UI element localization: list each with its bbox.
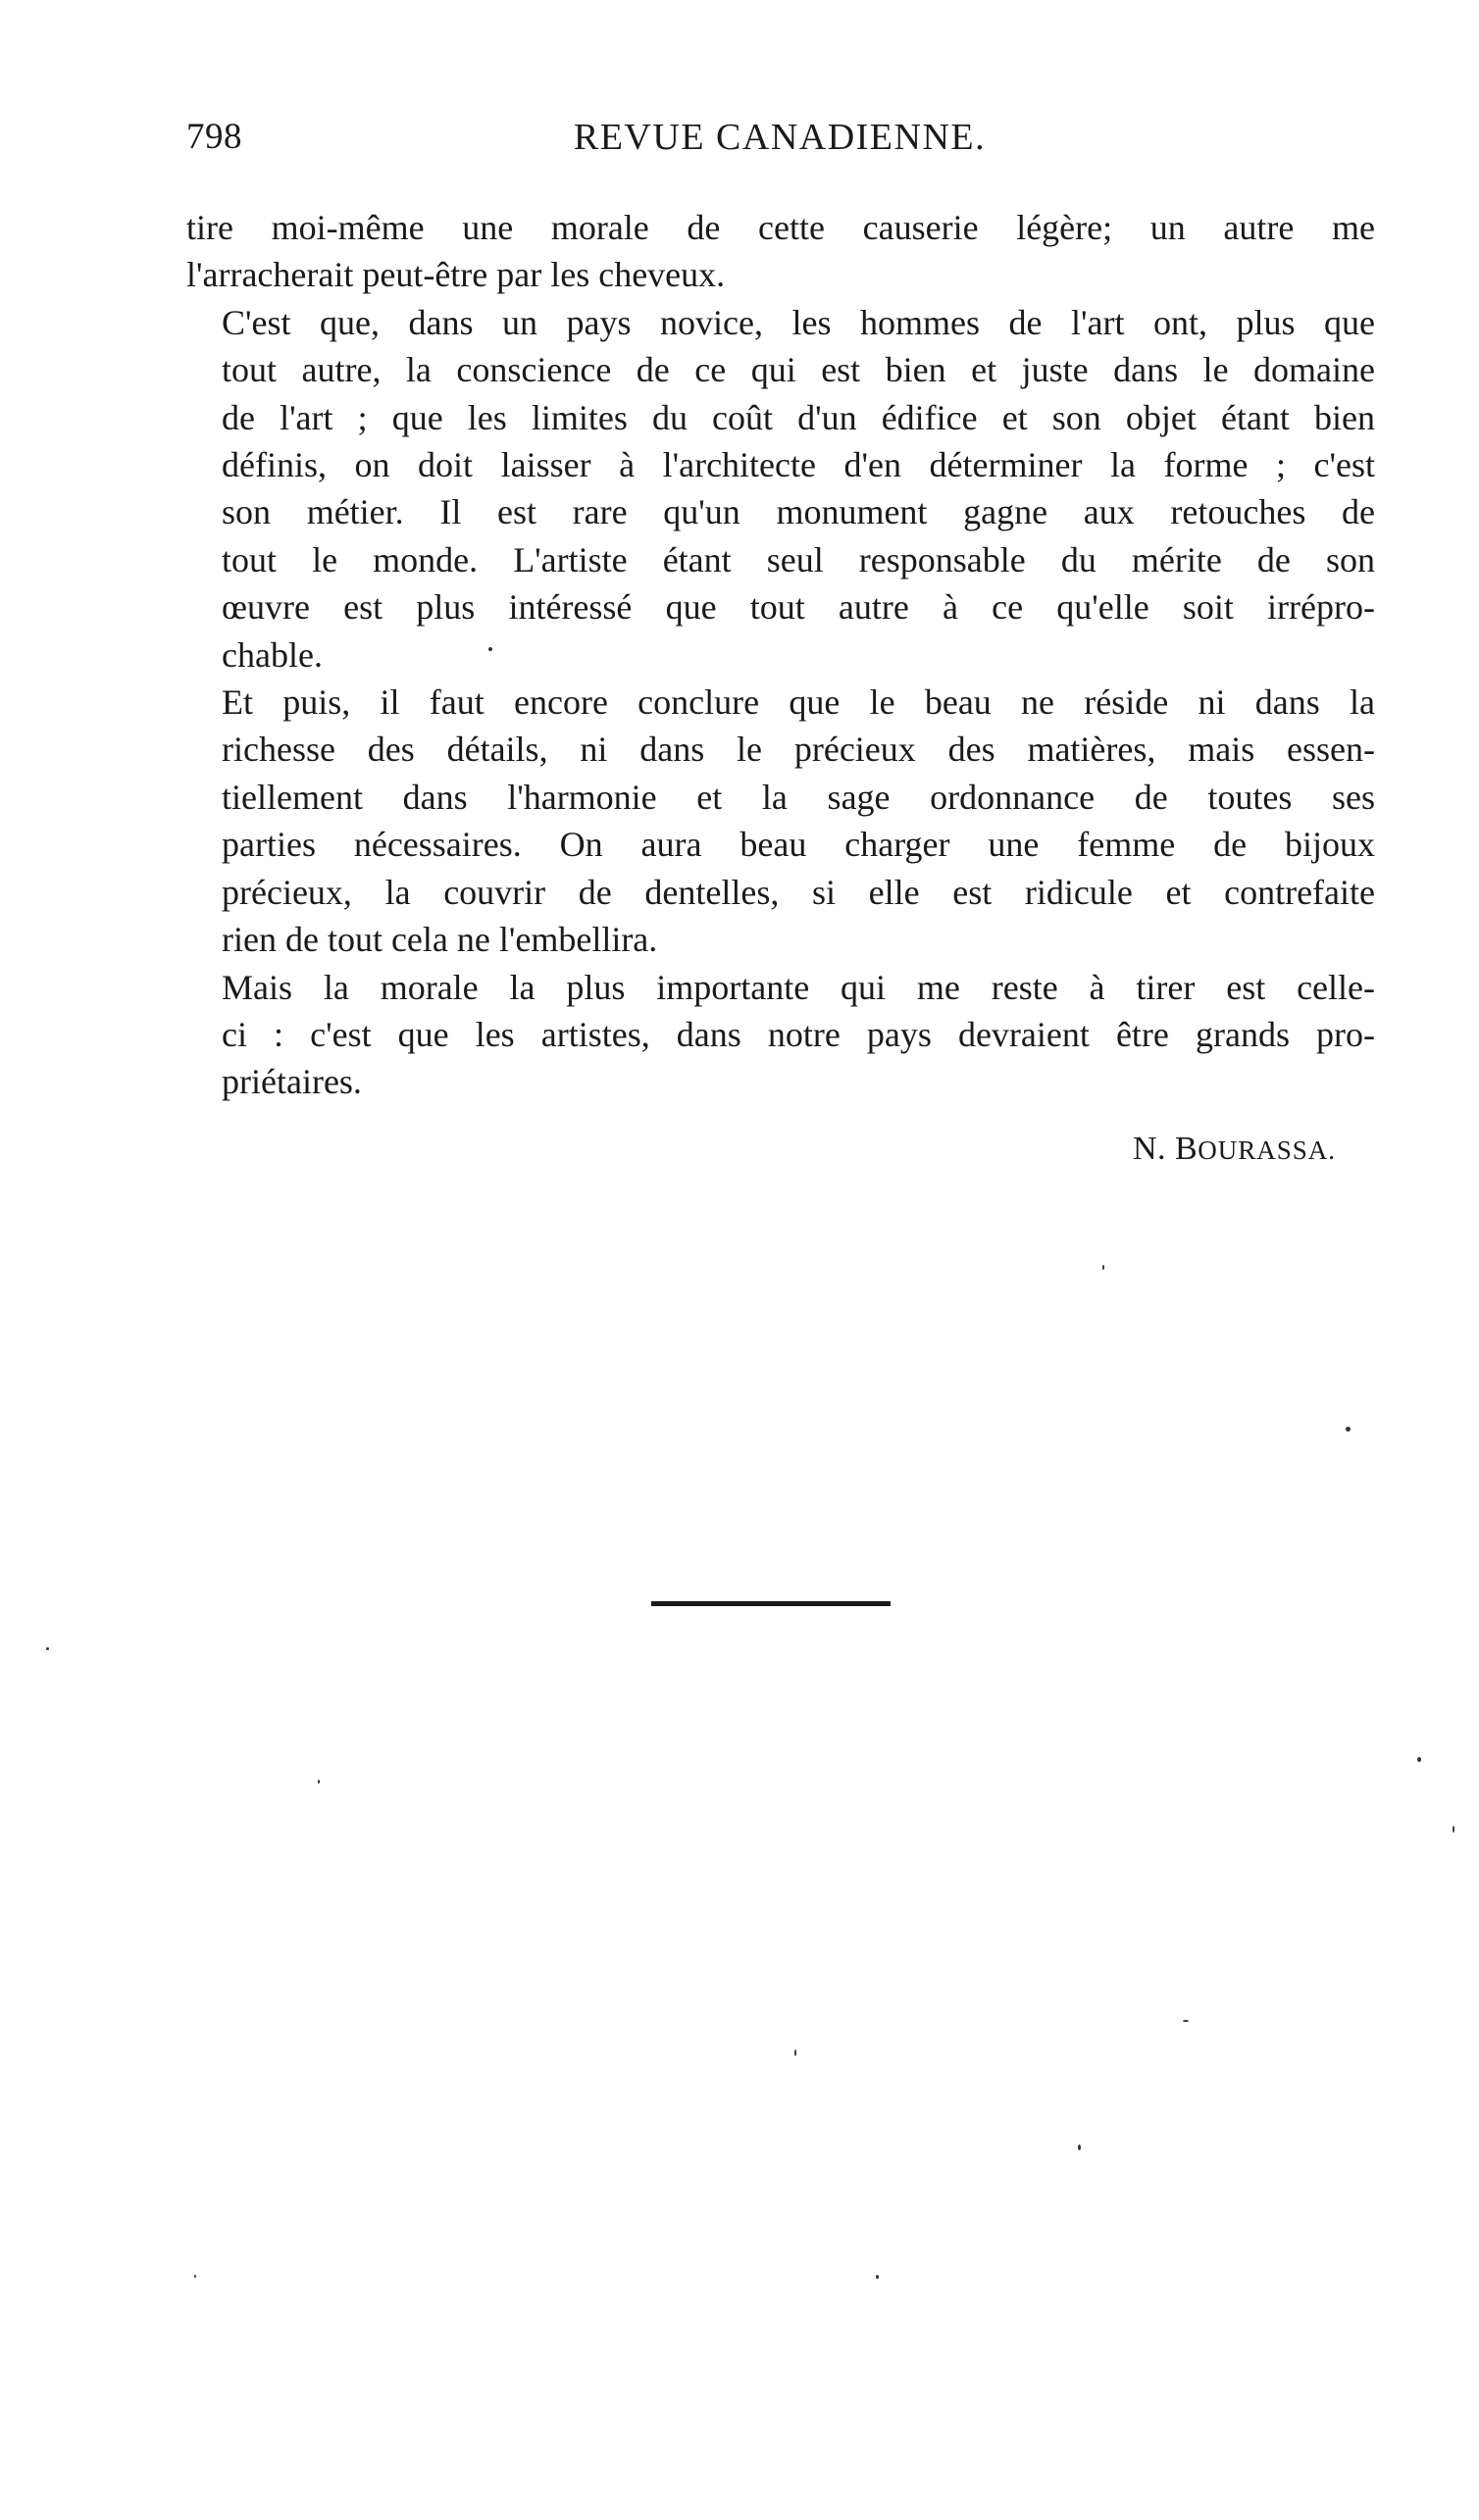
scan-speck <box>1453 1826 1454 1833</box>
scan-speck <box>1183 2020 1189 2022</box>
scan-speck <box>794 2049 796 2056</box>
text-line: Mais la morale la plus importante qui me reste à tirer est celle- <box>222 967 1375 1007</box>
text-line: œuvre est plus intéressé que tout autre à ce qu'elle soit irrépro- <box>222 587 1375 628</box>
scan-speck <box>488 647 492 651</box>
end-rule <box>651 1601 891 1606</box>
paragraph <box>186 679 1375 963</box>
signature-initial: N. B <box>1132 1131 1198 1167</box>
page-number: 798 <box>186 117 242 157</box>
text-line: tire moi-même une morale de cette causerie légère; un autre me <box>186 208 1375 247</box>
body-text <box>186 204 1375 1106</box>
text-line: tiellement dans l'harmonie et la sage ordonnance de toutes ses <box>222 777 1375 817</box>
text-line: rien de tout cela ne l'embellira. <box>222 920 658 960</box>
text-line: l'arracherait peut-être par les cheveux. <box>186 255 726 295</box>
paragraph <box>186 204 1375 299</box>
text-line: richesse des détails, ni dans le précieux des matières, mais essen- <box>222 730 1375 770</box>
signature-surname: OURASSA. <box>1198 1135 1336 1165</box>
scan-speck <box>1417 1757 1421 1762</box>
text-line: tout autre, la conscience de ce qui est bien et juste dans le domaine <box>222 350 1375 390</box>
text-line: ci : c'est que les artistes, dans notre pays devraient être grands pro- <box>222 1014 1375 1054</box>
text-line: précieux, la couvrir de dentelles, si elle est ridicule et contrefaite <box>222 872 1375 912</box>
author-signature <box>1133 1131 1336 1168</box>
text-line: Et puis, il faut encore conclure que le beau ne réside ni dans la <box>222 682 1375 723</box>
text-line: son métier. Il est rare qu'un monument gagne aux retouches de <box>222 492 1375 532</box>
page-header <box>186 116 1373 175</box>
text-line: chable. <box>222 634 323 675</box>
text-line: parties nécessaires. On aura beau charger une femme de bijoux <box>222 825 1375 865</box>
scan-speck <box>318 1780 320 1784</box>
text-line: tout le monde. L'artiste étant seul responsable du mérite de son <box>222 539 1375 580</box>
scan-speck <box>46 1647 49 1650</box>
scan-speck <box>876 2275 879 2279</box>
running-title: REVUE CANADIENNE. <box>573 117 987 158</box>
paragraph <box>186 964 1375 1106</box>
text-line: priétaires. <box>222 1062 362 1102</box>
scan-speck <box>1078 2144 1081 2150</box>
text-line: définis, on doit laisser à l'architecte d'en déterminer la forme ; c'est <box>222 445 1375 485</box>
scan-speck <box>1102 1265 1104 1270</box>
paragraph <box>186 299 1375 679</box>
scan-speck <box>194 2275 196 2278</box>
scan-speck <box>1346 1427 1351 1432</box>
text-line: C'est que, dans un pays novice, les hommes de l'art ont, plus que <box>222 302 1375 342</box>
text-line: de l'art ; que les limites du coût d'un édifice et son objet étant bien <box>222 397 1375 437</box>
